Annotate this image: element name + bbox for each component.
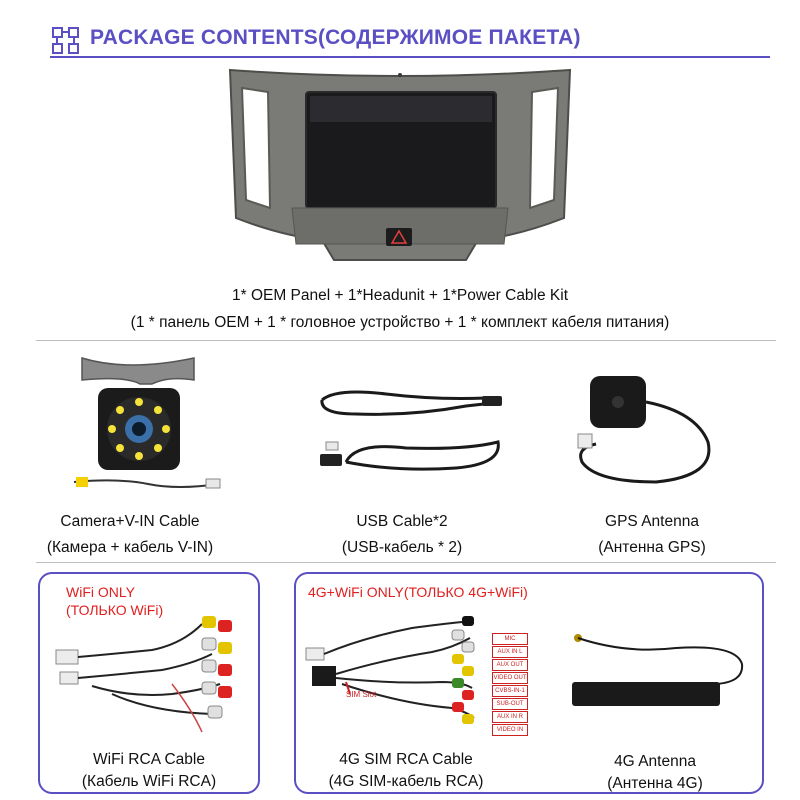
connector-tag: CVBS-IN-1 (492, 685, 528, 697)
4g-antenna-caption-en: 4G Antenna (614, 753, 696, 770)
wifi-rca-cable-image (52, 614, 248, 738)
wifi-only-label-ru: (ТОЛЬКО WiFi) (66, 602, 164, 618)
camera-caption-ru: (Камера + кабель V-IN) (46, 539, 214, 556)
connector-tags (492, 633, 528, 737)
connector-tag: MIC (492, 633, 528, 645)
usb-caption-ru: (USB-кабель * 2) (341, 539, 463, 556)
connector-tag: VIDEO OUT (492, 672, 528, 684)
section-divider-2 (36, 562, 776, 563)
oem-panel-image (228, 68, 572, 268)
wifi-rca-caption-en: WiFi RCA Cable (93, 751, 205, 768)
4g-sim-rca-caption-en: 4G SIM RCA Cable (339, 751, 473, 768)
wifi-rca-caption-ru: (Кабель WiFi RCA) (81, 773, 217, 790)
package-icon (52, 27, 80, 55)
gps-caption-ru: (Антенна GPS) (598, 539, 706, 556)
connector-tag: VIDEO IN (492, 724, 528, 736)
4g-antenna-image (566, 624, 750, 720)
usb-cable-image (316, 384, 508, 484)
main-caption-en: 1* OEM Panel + 1*Headunit + 1*Power Cable Kit (231, 287, 569, 304)
camera-caption-en: Camera+V-IN Cable (60, 513, 200, 530)
gps-antenna-image (576, 372, 732, 496)
usb-caption-en: USB Cable*2 (356, 513, 448, 530)
gps-caption-en: GPS Antenna (605, 513, 699, 530)
4g-sim-rca-caption-ru: (4G SIM-кабель RCA) (328, 773, 484, 790)
sim-slot-label: SIM Slot (346, 690, 377, 699)
camera-image (68, 354, 228, 504)
4g-antenna-caption-ru: (Антенна 4G) (607, 775, 703, 792)
header-underline (50, 56, 770, 58)
page-title: PACKAGE CONTENTS(СОДЕРЖИМОЕ ПАКЕТА) (90, 26, 581, 49)
connector-tag: AUX IN L (492, 646, 528, 658)
wifi-only-label: WiFi ONLY (66, 584, 135, 600)
connector-tag: AUX IN R (492, 711, 528, 723)
section-divider (36, 340, 776, 341)
connector-tag: SUB-OUT (492, 698, 528, 710)
main-caption-ru: (1 * панель OEM + 1 * головное устройство + 1 * комплект кабеля питания) (130, 314, 670, 331)
connector-tag: AUX OUT (492, 659, 528, 671)
4g-wifi-only-label: 4G+WiFi ONLY(ТОЛЬКО 4G+WiFi) (308, 584, 528, 600)
